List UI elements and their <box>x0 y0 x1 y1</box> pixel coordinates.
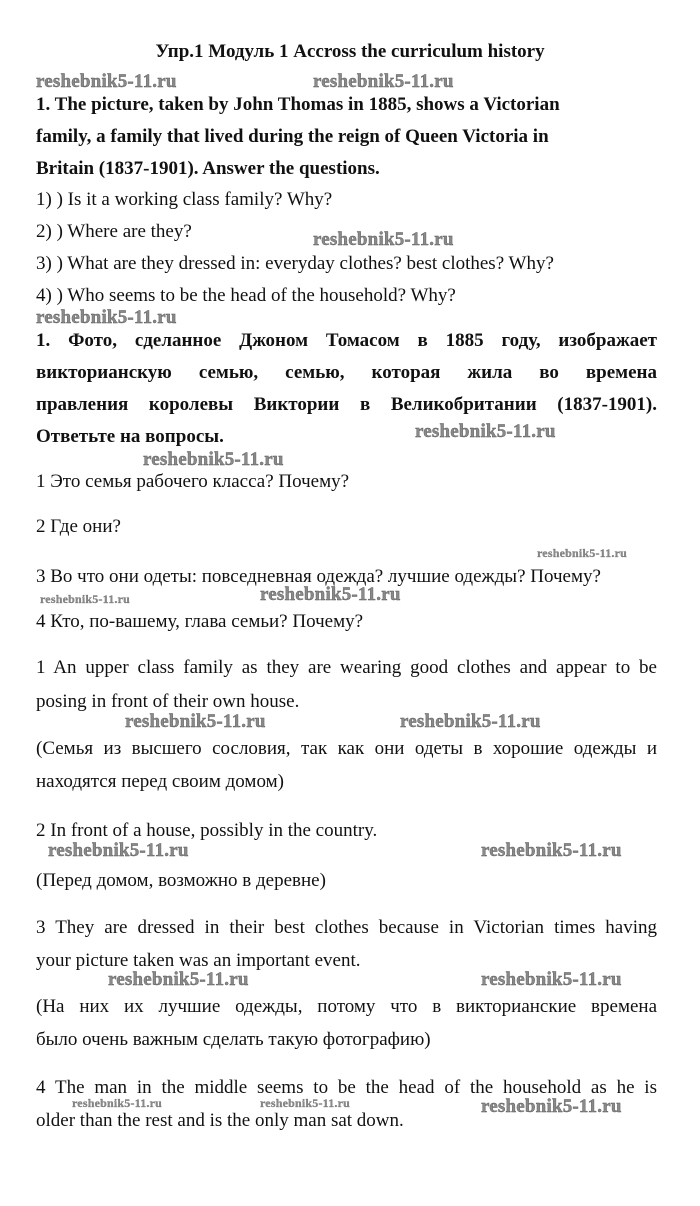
answer-3-en: your picture taken was an important event. <box>36 950 361 971</box>
answer-3-ru: (На них их лучшие одежды, потому что в викторианские времена <box>36 996 657 1017</box>
task-ru-line: правления королевы Виктории в Великобритании (1837-1901). <box>36 394 657 415</box>
task-en-line: 1. The picture, taken by John Thomas in 1885, shows a Victorian <box>36 94 560 115</box>
watermark: reshebnik5-11.ru <box>108 969 249 990</box>
question-en-4: 4) ) Who seems to be the head of the household? Why? <box>36 285 456 306</box>
watermark: reshebnik5-11.ru <box>72 1096 162 1110</box>
watermark: reshebnik5-11.ru <box>143 449 284 470</box>
task-en-line: Britain (1837-1901). Answer the questions. <box>36 158 380 179</box>
answer-2-en: 2 In front of a house, possibly in the country. <box>36 820 378 841</box>
answer-2-ru: (Перед домом, возможно в деревне) <box>36 870 326 891</box>
answer-1-ru: находятся перед своим домом) <box>36 771 284 792</box>
answer-4-en: 4 The man in the middle seems to be the head of the household as he is <box>36 1077 657 1098</box>
answer-1-ru: (Семья из высшего сословия, так как они одеты в хорошие одежды и <box>36 738 657 759</box>
watermark: reshebnik5-11.ru <box>48 840 189 861</box>
answer-3-ru: было очень важным сделать такую фотографию) <box>36 1029 431 1050</box>
watermark: reshebnik5-11.ru <box>313 229 454 250</box>
watermark: reshebnik5-11.ru <box>36 307 177 328</box>
task-ru-line: 1. Фото, сделанное Джоном Томасом в 1885 году, изображает <box>36 330 657 351</box>
answer-4-en: older than the rest and is the only man sat down. <box>36 1110 404 1131</box>
question-en-3: 3) ) What are they dressed in: everyday clothes? best clothes? Why? <box>36 253 554 274</box>
question-ru-3: 3 Во что они одеты: повседневная одежда? лучшие одежды? Почему? <box>36 566 601 587</box>
watermark: reshebnik5-11.ru <box>400 711 541 732</box>
watermark: reshebnik5-11.ru <box>40 592 130 606</box>
page-title: Упр.1 Модуль 1 Accross the curriculum history <box>155 41 545 62</box>
watermark: reshebnik5-11.ru <box>260 584 401 605</box>
watermark: reshebnik5-11.ru <box>481 840 622 861</box>
watermark: reshebnik5-11.ru <box>260 1096 350 1110</box>
task-en-line: family, a family that lived during the reign of Queen Victoria in <box>36 126 549 147</box>
answer-3-en: 3 They are dressed in their best clothes because in Victorian times having <box>36 917 657 938</box>
watermark: reshebnik5-11.ru <box>537 546 627 560</box>
question-en-1: 1) ) Is it a working class family? Why? <box>36 189 333 210</box>
watermark: reshebnik5-11.ru <box>481 969 622 990</box>
watermark: reshebnik5-11.ru <box>36 71 177 92</box>
watermark: reshebnik5-11.ru <box>313 71 454 92</box>
answer-1-en: posing in front of their own house. <box>36 691 300 712</box>
watermark: reshebnik5-11.ru <box>415 421 556 442</box>
question-ru-2: 2 Где они? <box>36 516 121 537</box>
question-ru-4: 4 Кто, по-вашему, глава семьи? Почему? <box>36 611 364 632</box>
watermark: reshebnik5-11.ru <box>125 711 266 732</box>
task-ru-line: Ответьте на вопросы. <box>36 426 224 447</box>
watermark: reshebnik5-11.ru <box>481 1096 622 1117</box>
answer-1-en: 1 An upper class family as they are wearing good clothes and appear to be <box>36 657 657 678</box>
question-en-2: 2) ) Where are they? <box>36 221 192 242</box>
task-ru-line: викторианскую семью, семью, которая жила во времена <box>36 362 657 383</box>
question-ru-1: 1 Это семья рабочего класса? Почему? <box>36 471 350 492</box>
